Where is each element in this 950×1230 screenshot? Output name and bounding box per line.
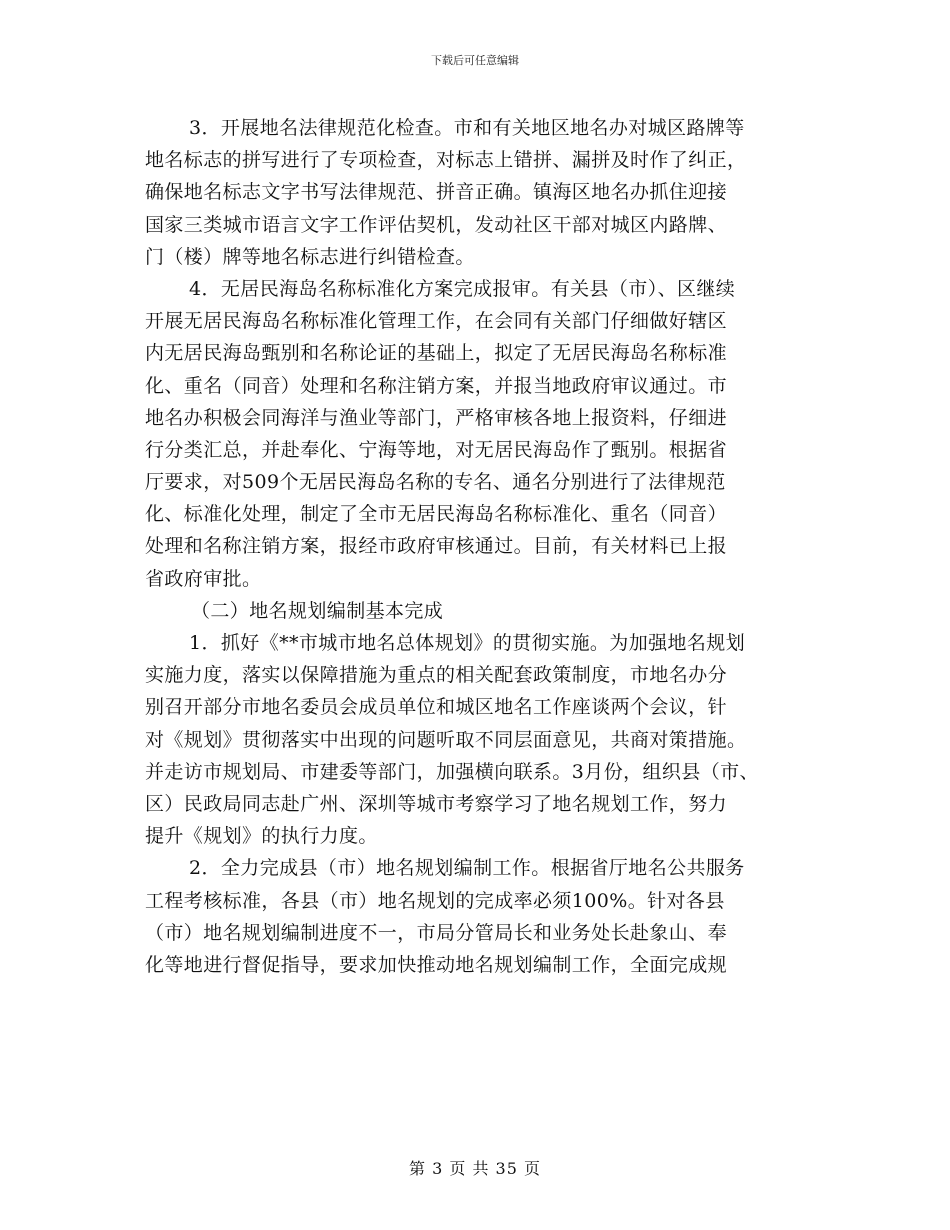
- paragraph-line: 并走访市规划局、市建委等部门，加强横向联系。3月份，组织县（市、: [145, 760, 759, 783]
- paragraph-line: 门（楼）牌等地名标志进行纠错检查。: [145, 245, 475, 268]
- paragraph-line: 处理和名称注销方案，报经市政府审核通过。目前，有关材料已上报: [145, 535, 728, 558]
- paragraph-line: 1．抓好《**市城市地名总体规划》的贯彻实施。为加强地名规划: [189, 632, 746, 654]
- paragraph-line: 化、标准化处理，制定了全市无居民海岛名称标准化、重名（同音）: [145, 503, 728, 526]
- paragraph-line: 区）民政局同志赴广州、深圳等城市考察学习了地名规划工作，努力: [145, 792, 728, 815]
- paragraph-line: 4．无居民海岛名称标准化方案完成报审。有关县（市）、区继续: [189, 277, 736, 300]
- paragraph-line: （市）地名规划编制进度不一，市局分管局长和业务处长赴象山、奉: [145, 921, 728, 944]
- page-header: 下载后可任意编辑: [431, 54, 519, 67]
- paragraph-line: 别召开部分市地名委员会成员单位和城区地名工作座谈两个会议，针: [145, 696, 728, 719]
- paragraph-line: 化、重名（同音）处理和名称注销方案，并报当地政府审议通过。市: [145, 374, 728, 397]
- paragraph-line: 工程考核标准，各县（市）地名规划的完成率必须100%。针对各县: [145, 889, 725, 912]
- paragraph-line: 对《规划》贯彻落实中出现的问题听取不同层面意见，共商对策措施。: [145, 728, 747, 751]
- paragraph-line: 省政府审批。: [145, 567, 262, 590]
- section-heading: （二）地名规划编制基本完成: [191, 599, 444, 622]
- paragraph-line: 化等地进行督促指导，要求加快推动地名规划编制工作，全面完成规: [145, 953, 728, 976]
- paragraph-line: 确保地名标志文字书写法律规范、拼音正确。镇海区地名办抓住迎接: [145, 181, 728, 204]
- paragraph-line: 厅要求，对509个无居民海岛名称的专名、通名分别进行了法律规范: [145, 471, 726, 494]
- document-body: [145, 112, 810, 981]
- paragraph-line: 开展无居民海岛名称标准化管理工作，在会同有关部门仔细做好辖区: [145, 310, 728, 333]
- paragraph-line: 地名标志的拼写进行了专项检查，对标志上错拼、漏拼及时作了纠正，: [145, 149, 747, 172]
- paragraph-line: 地名办积极会同海洋与渔业等部门，严格审核各地上报资料，仔细进: [145, 406, 728, 429]
- paragraph-line: 提升《规划》的执行力度。: [145, 825, 378, 848]
- paragraph-line: 国家三类城市语言文字工作评估契机，发动社区干部对城区内路牌、: [145, 213, 728, 236]
- page-footer: 第 3 页 共 35 页: [409, 1159, 541, 1178]
- paragraph-line: 实施力度，落实以保障措施为重点的相关配套政策制度，市地名办分: [145, 664, 728, 687]
- paragraph-line: 行分类汇总，并赴奉化、宁海等地，对无居民海岛作了甄别。根据省: [145, 438, 728, 461]
- paragraph-line: 3．开展地名法律规范化检查。市和有关地区地名办对城区路牌等: [189, 117, 745, 139]
- paragraph-line: 2．全力完成县（市）地名规划编制工作。根据省厅地名公共服务: [189, 857, 745, 880]
- paragraph-line: 内无居民海岛甄别和名称论证的基础上，拟定了无居民海岛名称标准: [145, 342, 728, 365]
